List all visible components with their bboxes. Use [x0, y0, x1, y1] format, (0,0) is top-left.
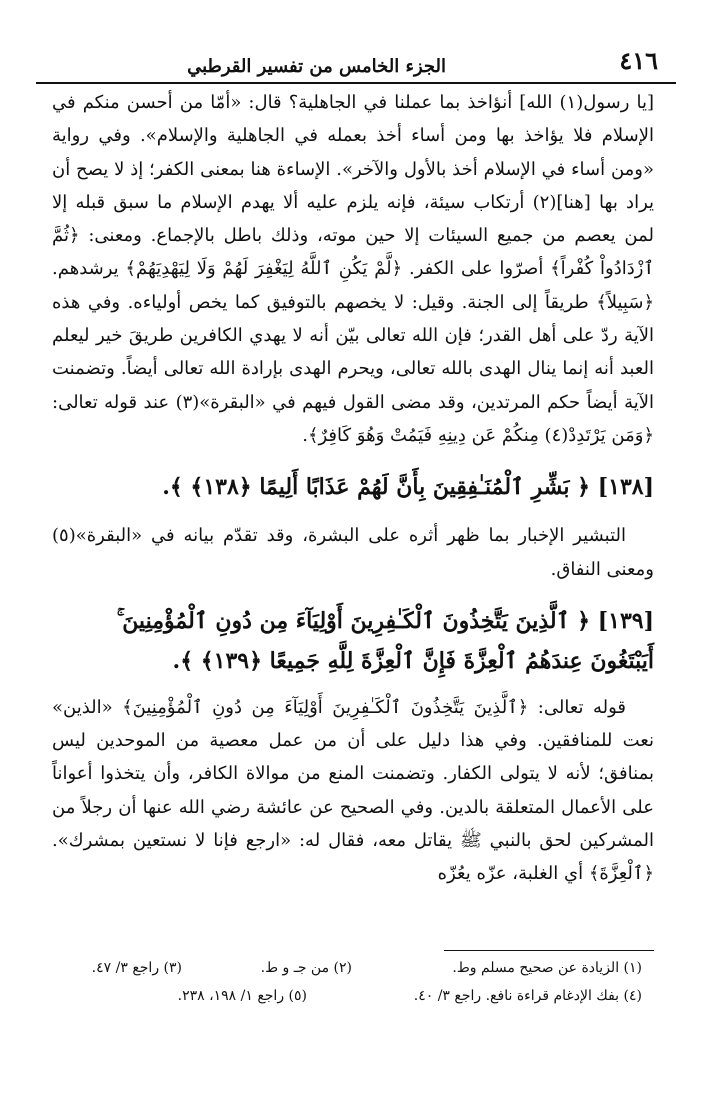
page-number: ٤١٦: [619, 46, 658, 75]
footnote-rule: [444, 950, 654, 951]
running-title: الجزء الخامس من تفسير القرطبي: [187, 56, 446, 77]
paragraph-1: [يا رسول(١) الله] أنؤاخذ بما عملنا في الجاهلية؟ قال: «أمّا من أحسن منكم في الإسلام فلا يؤاخذ بها ومن أساء أخذ بعمله في الجاهلية والإسلام». وفي رواية «ومن أساء في الإسلام أخذ بالأول والآخر». الإساءة هنا بمعنى الكفر؛ إذ لا يصح أن يراد بها [هنا](٢) أرتكاب سيئة، فإنه يلزم عليه ألا يهدم الإسلام ما سبق قبله إلا لمن يعصم من جميع السيئات إلا حين موته، وذلك باطل بالإجماع. ومعنى: ﴿ثُمَّ ٱزْدَادُواْ كُفْراً﴾ أصرّوا على الكفر. ﴿لَّمْ يَكُنِ ٱللَّهُ لِيَغْفِرَ لَهُمْ وَلَا لِيَهْدِيَهُمْ﴾ يرشدهم. ﴿سَبِيلاً﴾ طريقاً إلى الجنة. وقيل: لا يخصهم بالتوفيق كما يخص أولياءه. وفي هذه الآية ردّ على أهل القدر؛ فإن الله تعالى بيّن أنه لا يهدي الكافرين طريقَ خير ليعلم العبد أنه إنما ينال الهدى بالله تعالى، ويحرم الهدى بإرادة الله تعالى أيضاً. وتضمنت الآية أيضاً حكم المرتدين، وقد مضى القول فيهم في «البقرة»(٣) عند قوله تعالى: ﴿وَمَن يَرْتَدِدْ(٤) مِنكُمْ عَن دِينِهِ فَيَمُتْ وَهُوَ كَافِرٌ﴾.: [52, 92, 655, 446]
footnote-line-2: [52, 982, 642, 1010]
footnote-4: (٤) بفك الإدغام قراءة نافع. راجع ٣/ ٤٠.: [413, 988, 642, 1004]
footnote-3: (٣) راجع ٣/ ٤٧.: [91, 960, 182, 976]
running-header: [36, 46, 676, 84]
footnote-2: (٢) من جـ و ط.: [260, 960, 352, 976]
verse-139: [١٣٩] ﴿ ٱلَّذِينَ يَتَّخِذُونَ ٱلْكَـٰفِرِينَ أَوْلِيَآءَ مِن دُونِ ٱلْمُؤْمِنِينَ ۚ أَيَبْتَغُونَ عِندَهُمُ ٱلْعِزَّةَ فَإِنَّ ٱلْعِزَّةَ لِلَّهِ جَمِيعًا ﴿١٣٩﴾ ﴾.: [116, 607, 654, 674]
footnotes: [52, 954, 642, 1010]
footnote-5: (٥) راجع ١/ ١٩٨، ٢٣٨.: [177, 988, 307, 1004]
verse-138: [١٣٨] ﴿ بَشِّرِ ٱلْمُنَـٰفِقِينَ بِأَنَّ لَهُمْ عَذَابًا أَلِيمًا ﴿١٣٨﴾ ﴾.: [162, 474, 654, 501]
footnote-line-1: [52, 954, 642, 982]
paragraph-3: قوله تعالى: ﴿ٱلَّذِينَ يَتَّخِذُونَ ٱلْكَـٰفِرِينَ أَوْلِيَآءَ مِن دُونِ ٱلْمُؤْمِنِينَ﴾ «الذين» نعت للمنافقين. وفي هذا دليل على أن من عمل معصية من الموحدين ليس بمنافق؛ لأنه لا يتولى الكفار. وتضمنت المنع من موالاة الكافر، وأن يتخذوا أعواناً على الأعمال المتعلقة بالدين. وفي الصحيح عن عائشة رضي الله عنها أن رجلاً من المشركين لحق بالنبي ﷺ يقاتل معه، فقال له: «ارجع فإنا لا نستعين بمشرك». ﴿ٱلْعِزَّةَ﴾ أي الغلبة، عزّه يعُزّه: [52, 696, 654, 885]
footnote-1: (١) الزيادة عن صحيح مسلم وط.: [452, 960, 642, 976]
header-rule: [36, 82, 676, 84]
main-text: [52, 86, 654, 891]
paragraph-2: التبشير الإخبار بما ظهر أثره على البشرة، وقد تقدّم بيانه في «البقرة»(٥) ومعنى النفاق.: [52, 525, 654, 580]
